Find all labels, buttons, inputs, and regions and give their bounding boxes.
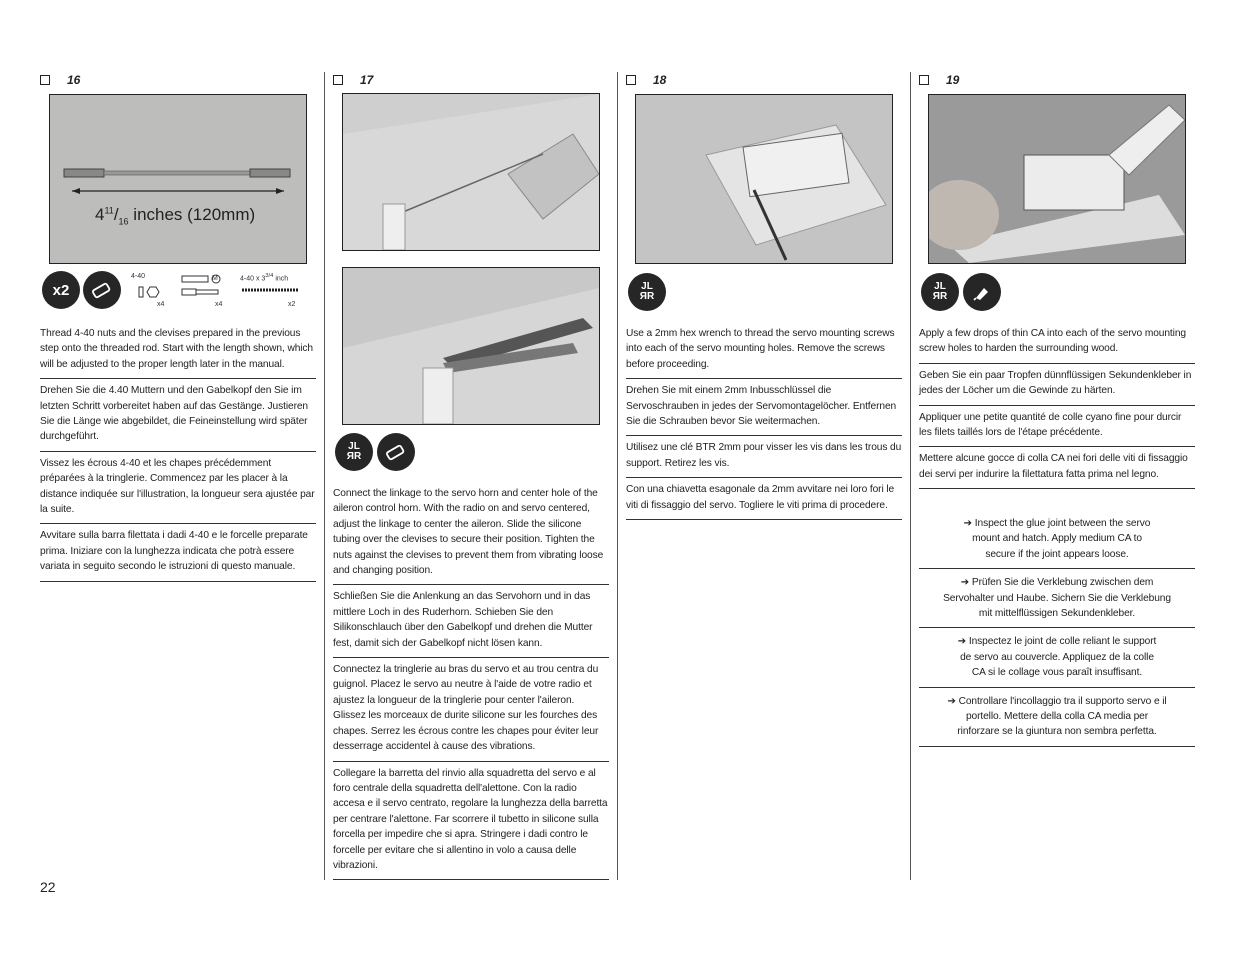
threaded-rod-photo: [50, 95, 306, 263]
paragraph-it: Avvitare sulla barra filettata i dadi 4-40 e le forcelle preparate prima. Iniziare con la lunghezza indicata che potrà essere variata in seguito secondo le istruzioni di questo manuale.: [40, 524, 316, 581]
tip-de: ➔ Prüfen Sie die Verklebung zwischen dem Servohalter und Haube. Sichern Sie die Verklebung mit mittelflüssigen Sekundenkleber.: [919, 569, 1195, 628]
nut-size-label: 4-40: [131, 273, 146, 280]
install-icon: JL ЯR: [335, 433, 373, 471]
step-16-photo: [49, 94, 307, 264]
pliers-photo: [343, 268, 599, 424]
paragraph-de: Geben Sie ein paar Tropfen dünnflüssigen Sekundenkleber in jedes der Löcher um die Gewinde zu härten.: [919, 364, 1195, 406]
rod-length-label: $4^{11}/_{16}$ inches (120mm): [95, 205, 256, 227]
clevis-icon: [180, 274, 228, 300]
clevis-marker: M: [212, 275, 218, 282]
pliers-icon: [83, 271, 121, 309]
glue-bottle-icon: [963, 273, 1001, 311]
paragraph-it: Collegare la barretta del rinvio alla squadretta del servo e al foro centrale della squadretta dell'alettone. Con la radio accesa e il servo centrato, regolare la lunghezza della barretta per centrare l'alettone. Far scorrere il tubetto in silicone sulla forcella per impedire che si apra. Stringere i dadi contro le forcelle per evitare che si allentino in volo a causa delle vibrazioni.: [333, 762, 609, 881]
paragraph-fr: Appliquer une petite quantité de colle cyano fine pour durcir les filets taillés lors de l'étape précédente.: [919, 406, 1195, 448]
step-16-header: [40, 70, 80, 90]
column-divider: [910, 72, 911, 880]
paragraph-de: Schließen Sie die Anlenkung an das Servohorn und in das mittlere Loch in des Ruderhorn. Schieben Sie den Silikonschlauch über den Gabelkopf und drehen die Mutter fest, damit sich der Gabelkopf nicht lösen kann.: [333, 585, 609, 658]
step-19-photo: [928, 94, 1186, 264]
nut-quantity: x4: [157, 301, 165, 308]
paragraph-fr: Vissez les écrous 4-40 et les chapes précédemment préparées à la tringlerie. Commencez par les placer à la distance indiquée sur l'illustration, la longueur sera ajustée par la suite.: [40, 452, 316, 525]
column-divider: [617, 72, 618, 880]
paragraph-en: Use a 2mm hex wrench to thread the servo mounting screws into each of the servo mounting holes. Remove the screws before proceeding.: [626, 322, 902, 379]
rod-quantity: x2: [288, 301, 296, 308]
paragraph-en: Apply a few drops of thin CA into each of the servo mounting screw holes to harden the surrounding wood.: [919, 322, 1195, 364]
step-number: 16: [67, 73, 81, 87]
multiplier-badge: x2: [42, 271, 80, 309]
step-17-header: [333, 70, 373, 90]
step-18-header: [626, 70, 666, 90]
checkbox-icon[interactable]: [40, 75, 50, 85]
paragraph-en: Connect the linkage to the servo horn and center hole of the aileron control horn. With the radio on and servo centered, adjust the linkage to center the aileron. Slide the silicone tubing over the clevises to secure their position. Tighten the nuts against the clevises to prevent them from vibrating loose and changing position.: [333, 482, 609, 585]
step-17-text: [333, 482, 609, 880]
step-19-header: [919, 70, 959, 90]
clevis-quantity: x4: [215, 301, 223, 308]
checkbox-icon[interactable]: [919, 75, 929, 85]
step-19-text: [919, 322, 1195, 489]
tip-en: ➔ Inspect the glue joint between the servo mount and hatch. Apply medium CA to secure if the joint appears loose.: [919, 510, 1195, 569]
step-17-photo-top: [342, 93, 600, 251]
paragraph-de: Drehen Sie mit einem 2mm Inbusschlüssel die Servoschrauben in jedes der Servomontagelöcher. Entfernen Sie die Schrauben bevor Sie weitermachen.: [626, 379, 902, 436]
install-icon: JL ЯR: [921, 273, 959, 311]
paragraph-de: Drehen Sie die 4.40 Muttern und den Gabelkopf den Sie im letzten Schritt vorbereitet haben auf das Gestänge. Justieren Sie die Länge wie abgebildet, die Feineinstellung wird später durchgeführt.: [40, 379, 316, 452]
paragraph-fr: Utilisez une clé BTR 2mm pour visser les vis dans les trous du support. Retirez les vis.: [626, 436, 902, 478]
page-number: 22: [40, 879, 56, 895]
paragraph-en: Thread 4-40 nuts and the clevises prepared in the previous step onto the threaded rod. Start with the length shown, which will be adjusted to the proper length later in the manual.: [40, 322, 316, 379]
step-number: 19: [946, 73, 960, 87]
threaded-rod-icon: [241, 286, 299, 294]
tip-fr: ➔ Inspectez le joint de colle reliant le support de servo au couvercle. Appliquez de la colle CA si le collage vous paraît insuffisant.: [919, 628, 1195, 687]
step-18-photo: [635, 94, 893, 264]
install-icon: JL ЯR: [628, 273, 666, 311]
linkage-photo: [343, 94, 599, 250]
paragraph-it: Con una chiavetta esagonale da 2mm avvitare nei loro fori le viti di fissaggio del servo. Togliere le viti prima di procedere.: [626, 478, 902, 520]
column-divider: [324, 72, 325, 880]
paragraph-fr: Connectez la tringlerie au bras du servo et au trou centra du guignol. Placez le servo au neutre à l'aide de votre radio et ajustez la longueur de la tringlerie pour center l'aileron. Glissez les morceaux de durite silicone sur les fourches des chapes. Serrez les écrous contre les chapes pour éviter leur desserrage accidentel à cause des vibrations.: [333, 658, 609, 761]
step-19-tips: [919, 510, 1195, 747]
checkbox-icon[interactable]: [626, 75, 636, 85]
step-number: 17: [360, 73, 374, 87]
nut-icon: [138, 285, 162, 299]
step-18-text: [626, 322, 902, 520]
servo-mount-photo: [636, 95, 892, 263]
glue-application-photo: [929, 95, 1185, 263]
step-17-photo-bottom: [342, 267, 600, 425]
pliers-icon: [377, 433, 415, 471]
tip-it: ➔ Controllare l'incollaggio tra il supporto servo e il portello. Mettere della colla CA media per rinforzare se la giuntura non sembra perfetta.: [919, 688, 1195, 747]
step-number: 18: [653, 73, 667, 87]
rod-size-label: 4-40 x $3^{3/4}$ inch: [240, 273, 289, 283]
checkbox-icon[interactable]: [333, 75, 343, 85]
paragraph-it: Mettere alcune gocce di colla CA nei fori delle viti di fissaggio dei servi per indurire la filettatura fatta prima nel legno.: [919, 447, 1195, 489]
step-16-text: [40, 322, 316, 582]
